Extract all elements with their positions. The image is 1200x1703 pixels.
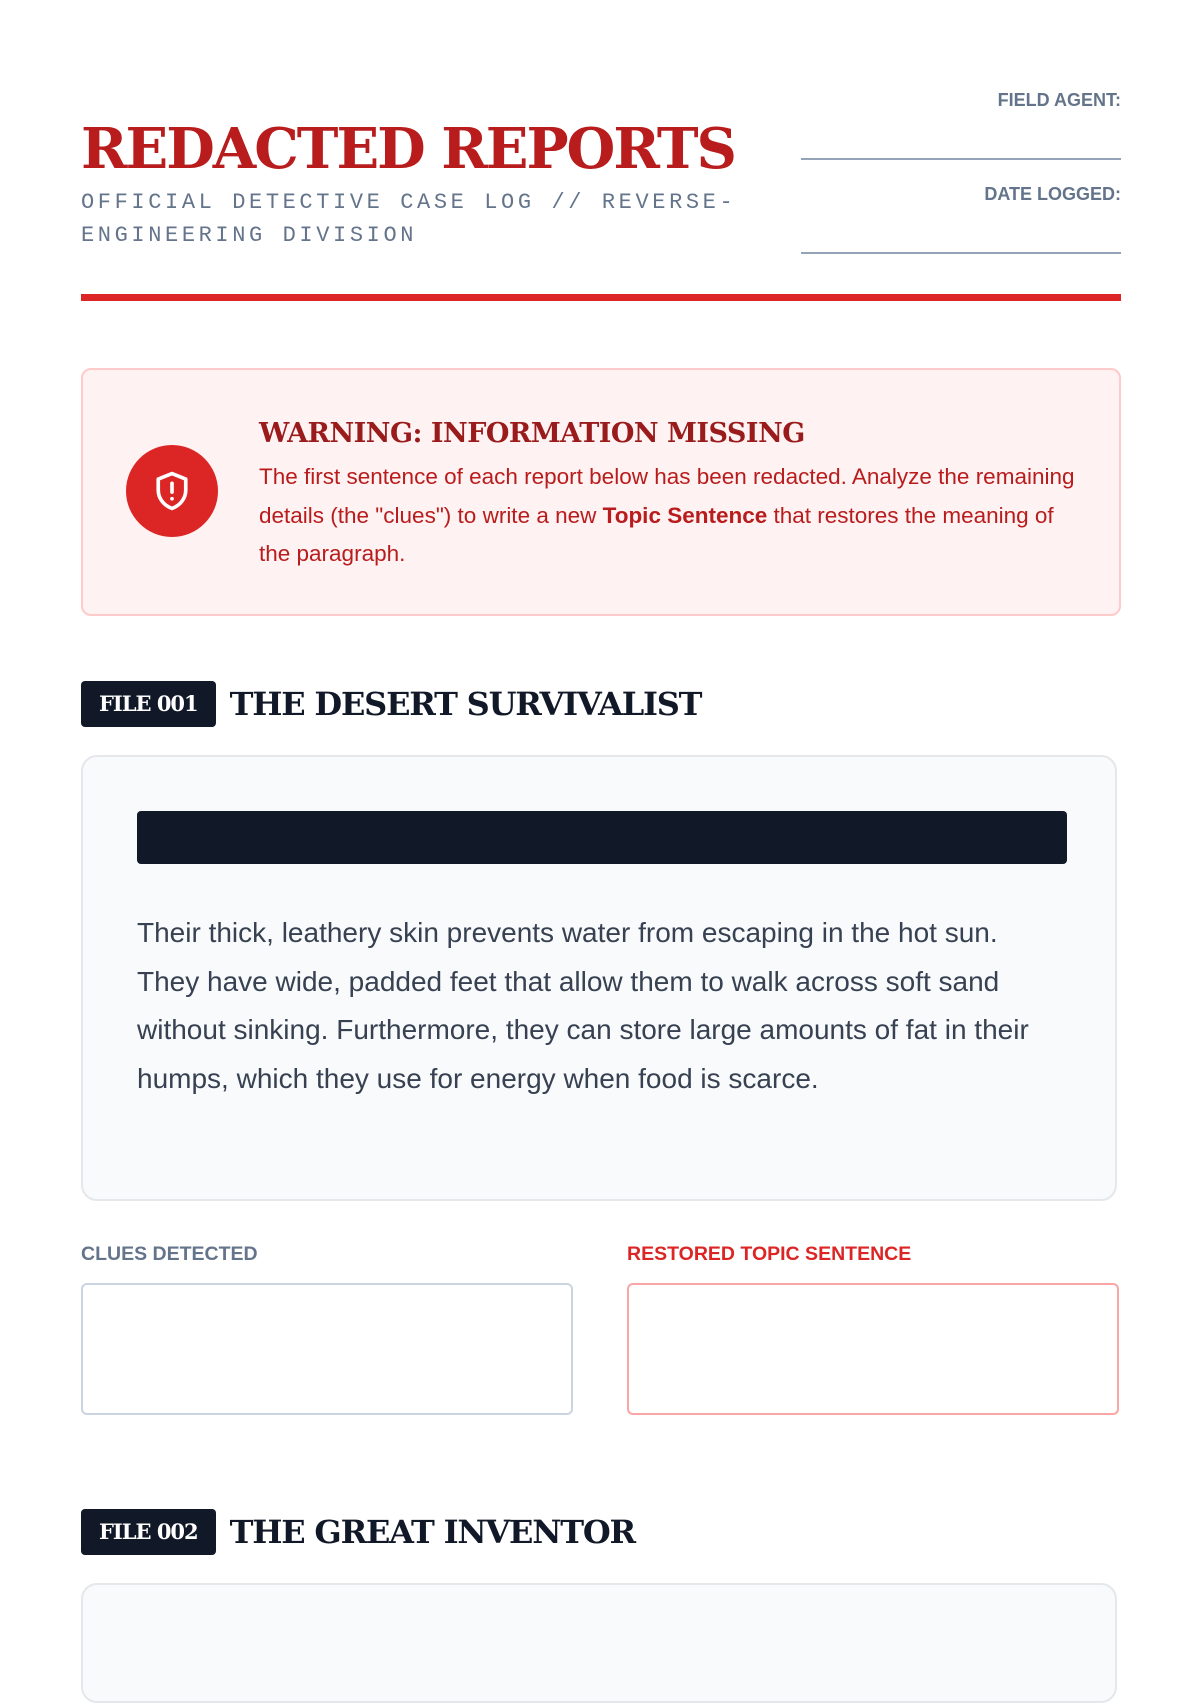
meta-fields <box>801 90 1121 278</box>
warning-instructions <box>259 458 1079 574</box>
restored-sentence-label: RESTORED TOPIC SENTENCE <box>627 1243 912 1265</box>
file-title: THE DESERT SURVIVALIST <box>229 685 702 723</box>
shield-alert-icon <box>126 445 218 537</box>
file-badge: FILE 001 <box>81 681 216 727</box>
file-001-header <box>81 680 701 728</box>
clues-label: CLUES DETECTED <box>81 1243 258 1265</box>
restored-sentence-input-box[interactable] <box>627 1283 1119 1415</box>
worksheet-page <box>81 0 1121 1551</box>
date-logged-label: DATE LOGGED: <box>984 184 1121 204</box>
warning-text-bold: Topic Sentence <box>602 502 768 528</box>
warning-callout <box>81 368 1121 616</box>
field-agent-field <box>801 90 1121 184</box>
file-badge: FILE 002 <box>81 1509 216 1555</box>
warning-title: WARNING: INFORMATION MISSING <box>259 418 805 449</box>
report-paragraph: Their thick, leathery skin prevents water from escaping in the hot sun. They have wide, padded feet that allow them to walk across soft sand without sinking. Furthermore, they can store large amounts of fat in their humps, which they use for energy when food is scarce. <box>137 917 1029 1094</box>
field-agent-label: FIELD AGENT: <box>997 90 1121 110</box>
page-header <box>81 0 1121 303</box>
redacted-topic-sentence <box>137 811 1067 864</box>
page-title: REDACTED REPORTS <box>81 116 735 182</box>
date-logged-input-line[interactable] <box>801 252 1121 254</box>
report-card <box>81 755 1117 1201</box>
clues-input-box[interactable] <box>81 1283 573 1415</box>
header-divider <box>81 294 1121 301</box>
report-card <box>81 1583 1117 1703</box>
file-title: THE GREAT INVENTOR <box>229 1513 635 1551</box>
warning-text-start: The first sentence of each report below has been redacted. Analyze the remaining details (the "clues") to write a new <box>259 464 1075 528</box>
date-logged-field <box>801 184 1121 278</box>
warning-text-end: that restores the meaning of the paragraph. <box>259 502 1054 566</box>
page-subtitle: OFFICIAL DETECTIVE CASE LOG // REVERSE-ENGINEERING DIVISION <box>81 190 737 248</box>
field-agent-input-line[interactable] <box>801 158 1121 160</box>
file-002-header <box>81 1508 635 1556</box>
